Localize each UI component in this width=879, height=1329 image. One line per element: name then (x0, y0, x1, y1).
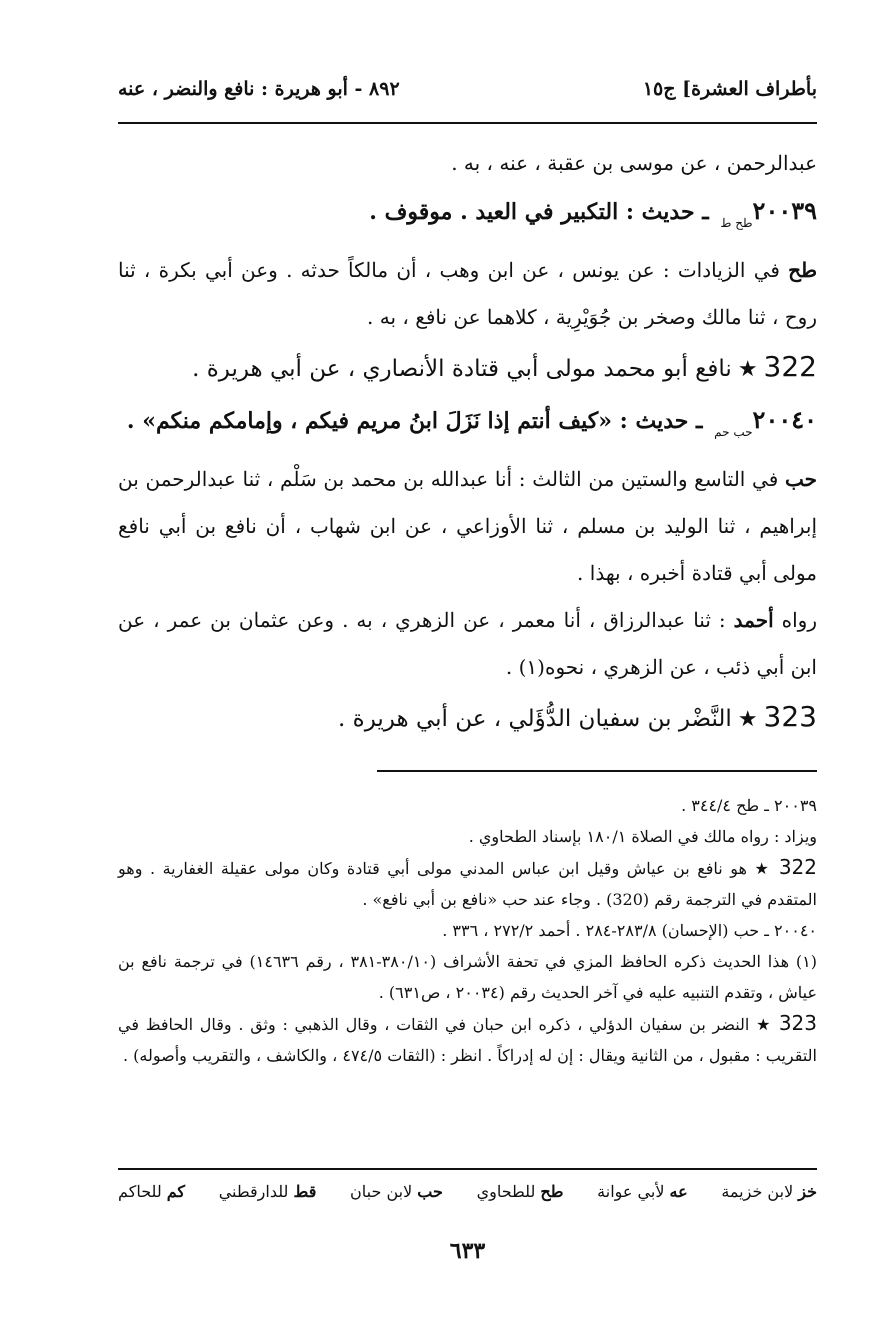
footnote-number: 323 (778, 1011, 818, 1035)
biography-title: النَّضْر بن سفيان الدُّؤَلي ، عن أبي هريرة . (338, 706, 732, 732)
footnote-323 (118, 1008, 817, 1071)
hadith-chain-paragraph (118, 597, 817, 691)
footnote-1: (١) هذا الحديث ذكره الحافظ المزي في تحفة الأشراف (٣٨٠/١٠-٣٨١ ، رقم ١٤٦٣٦) في ترجمة نافع بن عياش ، وتقدم التنبيه عليه في آخر الحديث رقم (٢٠٠٣٤ ، ص٦٣١) . (118, 952, 817, 1002)
biography-number: 322 (763, 350, 817, 383)
main-text (118, 140, 817, 746)
legend-code: حب (417, 1182, 443, 1201)
book-page (118, 0, 817, 1329)
chain-text: : ثنا عبدالرزاق ، أنا معمر ، عن الزهري ، به . وعن عثمان بن عمر ، عن ابن أبي ذئب ، عن الزهري ، نحوه(١) . (118, 608, 817, 679)
footnotes (118, 790, 817, 1071)
legend-label: للدارقطني (218, 1182, 289, 1201)
biography-heading-322 (118, 341, 817, 396)
legend-code: خز (798, 1182, 817, 1201)
legend-divider (118, 1168, 817, 1170)
footnote-text: النضر بن سفيان الدؤلي ، ذكره ابن حبان في الثقات ، وقال الذهبي : وثق . وقال الحافظ في التقريب : مقبول ، من الثانية ويقال : إن له إدراكاً . انظر : (الثقات ٤٧٤/٥ ، والكاشف ، والتقريب وأصوله) . (118, 1015, 817, 1065)
running-header (118, 74, 817, 114)
legend-code: طح (540, 1182, 564, 1201)
abbreviation-legend (118, 1182, 817, 1212)
legend-label: لأبي عوانة (597, 1182, 665, 1201)
hadith-heading-20040 (118, 396, 817, 456)
hadith-title: ـ حديث : التكبير في العيد . موقوف . (369, 199, 709, 225)
footnote-20039-addition: ويزاد : رواه مالك في الصلاة ١٨٠/١ بإسناد الطحاوي . (468, 827, 817, 846)
chain-text: في الزيادات : عن يونس ، عن ابن وهب ، أن مالكاً حدثه . وعن أبي بكرة ، ثنا روح ، ثنا مالك وصخر بن جُوَيْرِية ، كلاهما عن نافع ، به . (118, 258, 817, 329)
source-abbreviation: طح (788, 258, 817, 282)
star-icon: ★ (756, 1015, 773, 1034)
legend-label: للحاكم (118, 1182, 162, 1201)
star-icon: ★ (737, 707, 758, 732)
legend-code: قط (293, 1182, 317, 1201)
chain-text: في التاسع والستين من الثالث : أنا عبدالله بن محمد بن سَلْم ، ثنا عبدالرحمن بن إبراهيم ، ثنا الوليد بن مسلم ، ثنا الأوزاعي ، عن ابن شهاب ، أن نافع بن أبي نافع مولى أبي قتادة أخبره ، بهذا . (118, 467, 817, 585)
continuation-paragraph: عبدالرحمن ، عن موسى بن عقبة ، عنه ، به . (451, 151, 817, 175)
footnote-322 (118, 852, 817, 915)
star-icon: ★ (754, 859, 772, 878)
hadith-chain-paragraph (118, 247, 817, 341)
legend-label: للطحاوي (476, 1182, 536, 1201)
legend-item (721, 1182, 817, 1212)
header-divider (118, 122, 817, 124)
biography-heading-323 (118, 691, 817, 746)
biography-title: نافع أبو محمد مولى أبي قتادة الأنصاري ، عن أبي هريرة . (192, 356, 732, 382)
footnote-number: 322 (778, 855, 818, 879)
legend-item (477, 1182, 564, 1212)
biography-number: 323 (763, 700, 817, 733)
legend-item (350, 1182, 443, 1212)
source-abbreviation: أحمد (733, 608, 774, 632)
hadith-title: ـ حديث : «كيف أنتم إذا نَزَلَ ابنُ مريم فيكم ، وإمامكم منكم» . (126, 408, 703, 434)
hadith-number: ٢٠٠٣٩ (752, 196, 817, 225)
header-book-title: بأطراف العشرة] ج١٥ (642, 78, 817, 100)
legend-item (219, 1182, 317, 1212)
hadith-chain-paragraph (118, 456, 817, 597)
legend-item (118, 1182, 185, 1212)
source-abbreviation: حب (784, 467, 817, 491)
legend-label: لابن خزيمة (721, 1182, 794, 1201)
hadith-number: ٢٠٠٤٠ (752, 405, 817, 434)
star-icon: ★ (737, 357, 758, 382)
footnote-20039-source: ٢٠٠٣٩ ـ طح ٣٤٤/٤ . (681, 796, 817, 815)
page-number: ٦٣٣ (449, 1238, 486, 1264)
footnote-text: هو نافع بن عياش وقيل ابن عباس المدني مولى أبي قتادة وكان مولى عقيلة الغفارية . وهو المتقدم في الترجمة رقم (320) . وجاء عند حب «نافع بن أبي نافع» . (118, 859, 817, 909)
legend-code: كم (166, 1182, 186, 1201)
chain-intro: رواه (781, 608, 817, 632)
legend-code: عه (669, 1182, 688, 1201)
footnote-20040-source: ٢٠٠٤٠ ـ حب (الإحسان) ٢٨٣/٨-٢٨٤ . أحمد ٢٧٢/٢ ، ٣٣٦ . (442, 921, 817, 940)
footnote-divider (377, 770, 817, 772)
legend-label: لابن حبان (350, 1182, 413, 1201)
source-siglum: طح ط (720, 216, 753, 230)
legend-item (597, 1182, 688, 1212)
source-siglum: حب حم (714, 425, 753, 439)
hadith-heading-20039 (118, 187, 817, 247)
header-section-title: ٨٩٢ - أبو هريرة : نافع والنضر ، عنه (118, 78, 400, 100)
